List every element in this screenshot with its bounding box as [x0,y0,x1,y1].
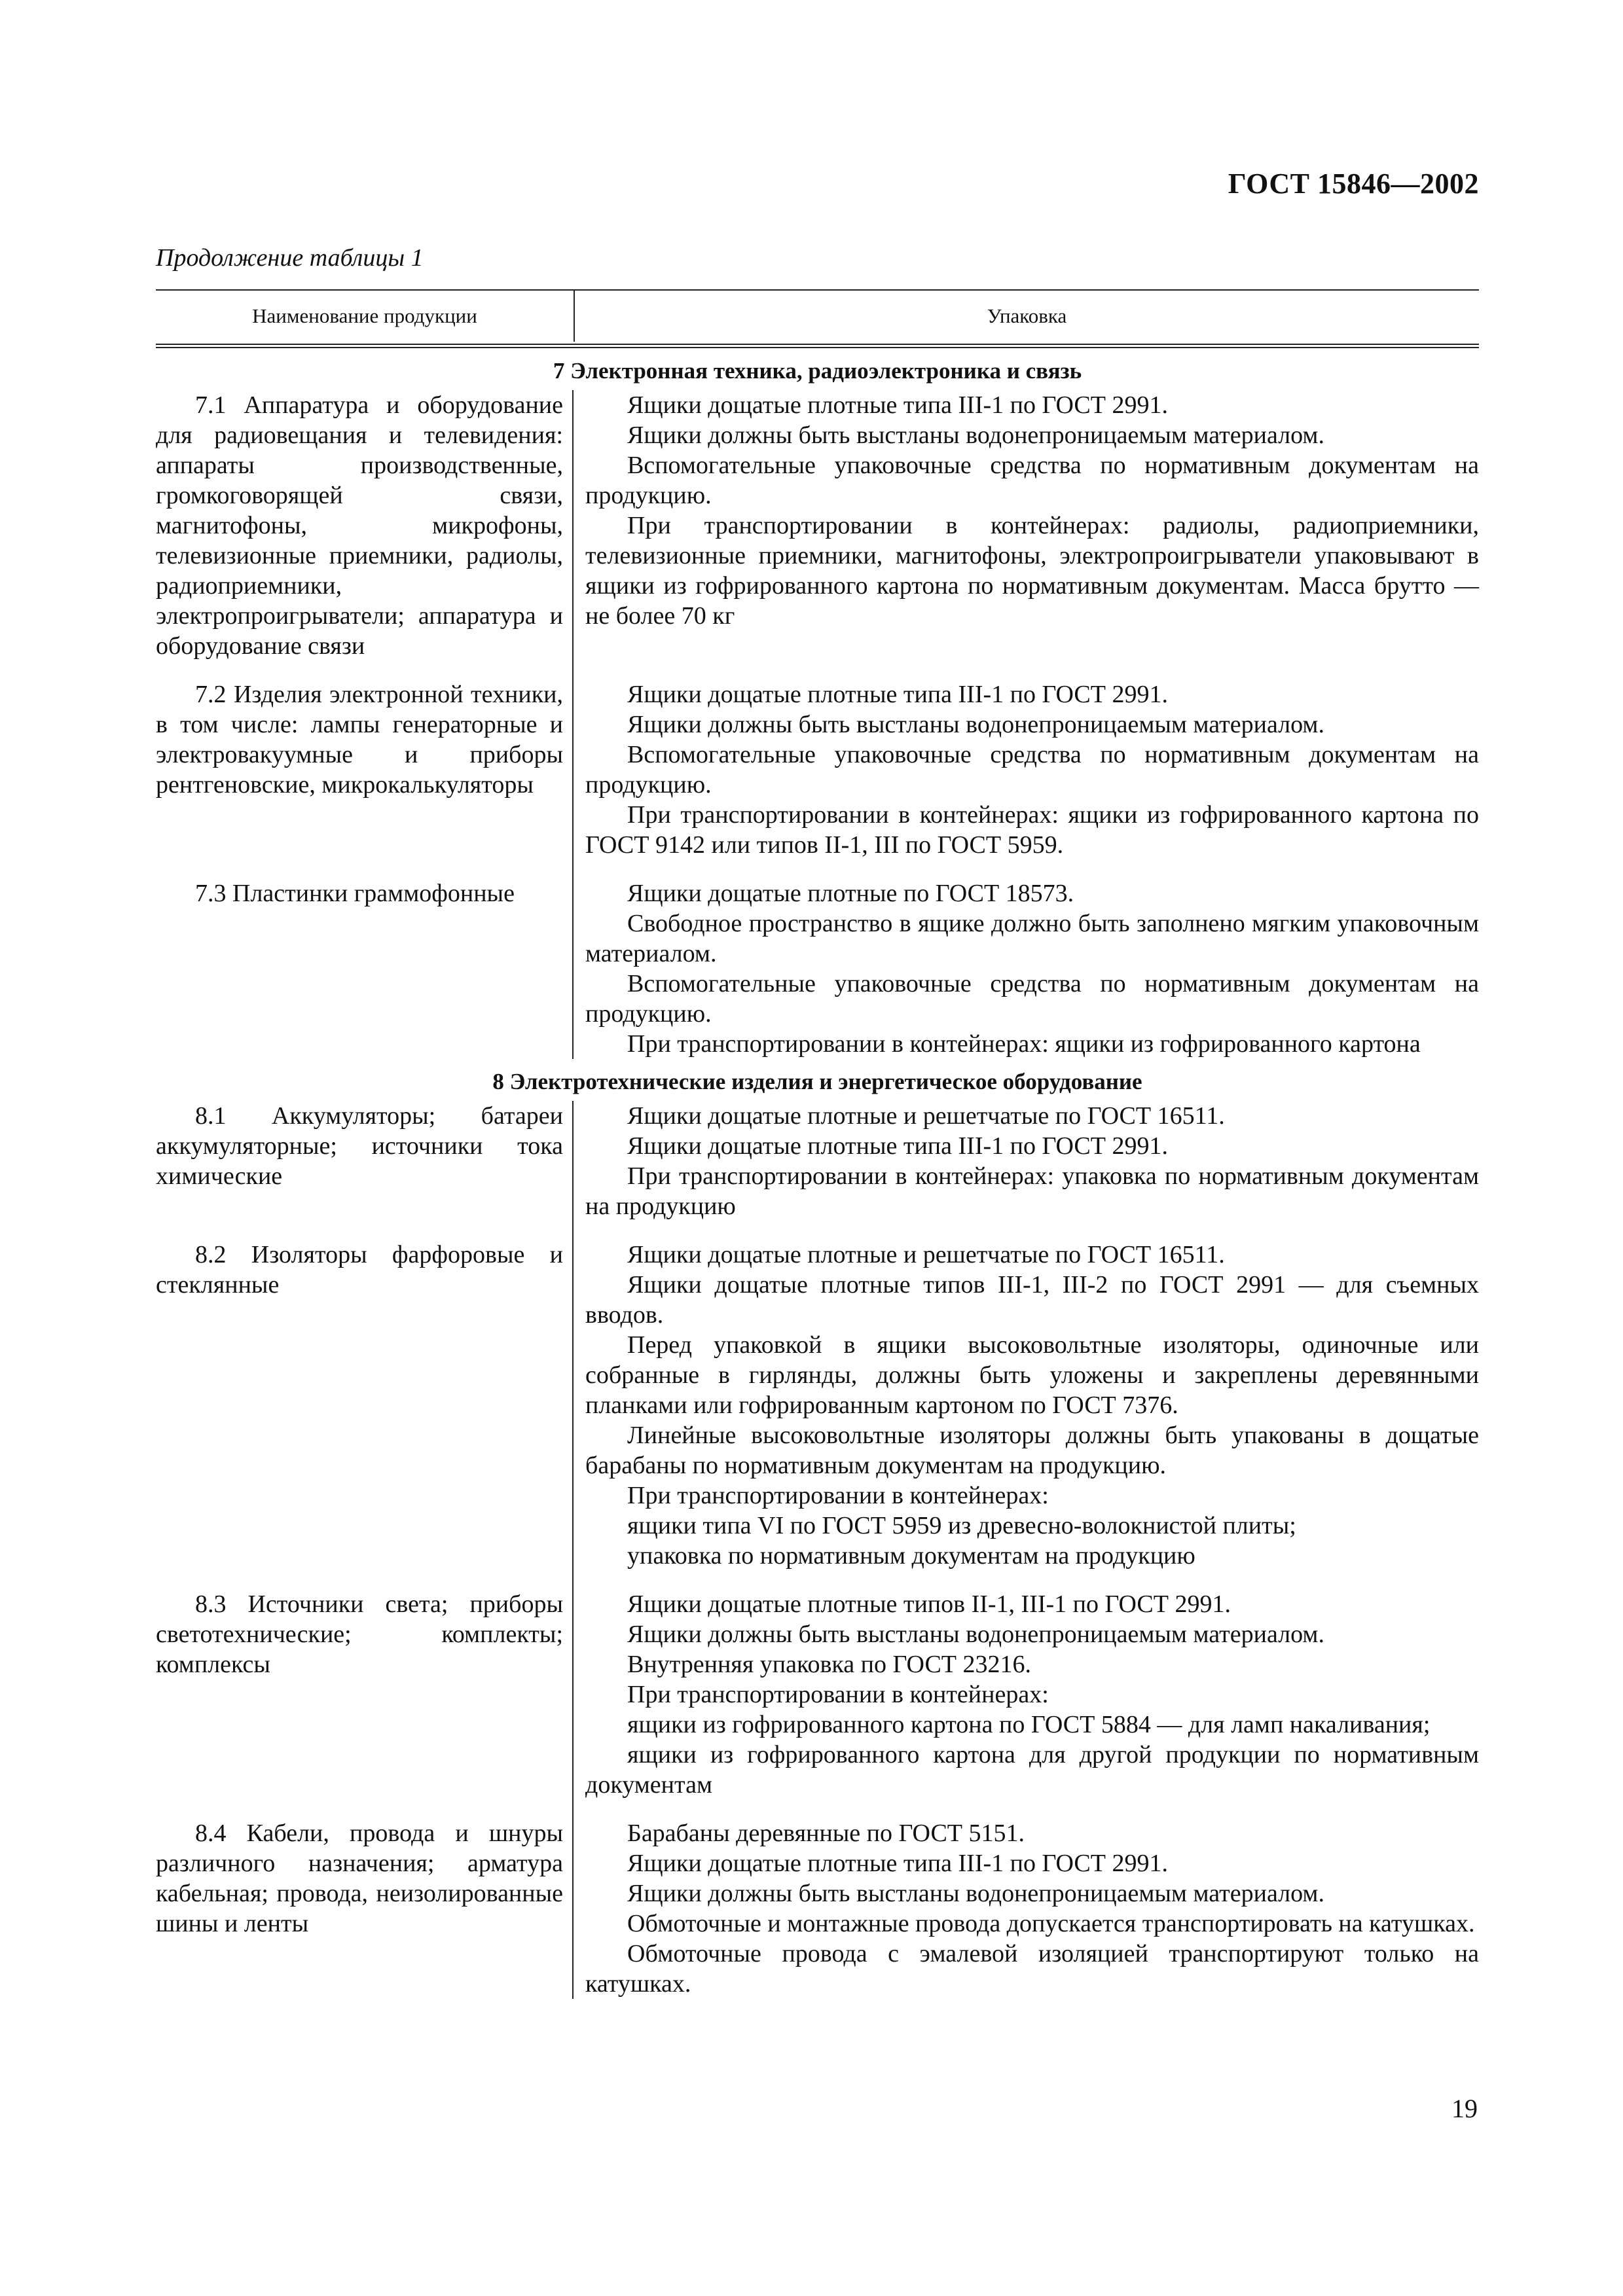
row-spacer [156,1800,1479,1818]
table-row [156,679,1479,860]
packaging-paragraph: Ящики дощатые плотные по ГОСТ 18573. [627,880,1074,907]
packaging-cell [574,1589,1479,1800]
table-row [156,1240,1479,1571]
packaging-paragraph: ящики из гофрированного картона по ГОСТ 5884 — для ламп накаливания; [627,1711,1431,1738]
packaging-paragraph: Линейные высоковольтные изоляторы должны быть упакованы в дощатые барабаны по нормативным документам на продукцию. [585,1422,1479,1479]
column-header-product: Наименование продукции [156,291,575,342]
packaging-cell [574,1818,1479,1999]
section-title: 8 Электротехнические изделия и энергетическое оборудование [492,1069,1142,1094]
row-spacer [156,860,1479,878]
table-row [156,1589,1479,1800]
product-cell: 7.1 Аппаратура и оборудование для радиовещания и телевидения: аппараты производственные, громкоговорящей связи, магнитофоны, микрофоны, телевизионные приемники, радиолы, радиоприемники, электропроигрыватели; аппаратура и оборудование связи [156,390,574,661]
packaging-paragraph: Внутренняя упаковка по ГОСТ 23216. [627,1651,1031,1678]
packaging-paragraph: ящики типа VI по ГОСТ 5959 из древесно-волокнистой плиты; [627,1512,1296,1539]
product-cell: 7.2 Изделия электронной техники, в том числе: лампы генераторные и электровакуумные и приборы рентгеновские, микрокалькуляторы [156,679,574,860]
table-row [156,390,1479,661]
packaging-paragraph: При транспортировании в контейнерах: ящики из гофрированного картона по ГОСТ 9142 или типов II-1, III по ГОСТ 5959. [585,801,1479,859]
column-header-packaging: Упаковка [987,304,1067,327]
packaging-paragraph: Ящики дощатые плотные типов II-1, III-1 по ГОСТ 2991. [627,1590,1231,1618]
packaging-paragraph: Ящики должны быть выстланы водонепроницаемым материалом. [627,1880,1324,1907]
packaging-paragraph: Свободное пространство в ящике должно быть заполнено мягким упаковочным материалом. [585,910,1479,967]
product-cell: 7.3 Пластинки граммофонные [156,878,574,1059]
document-code: ГОСТ 15846—2002 [1228,168,1479,200]
product-cell: 8.3 Источники света; приборы светотехнические; комплекты; комплексы [156,1589,574,1800]
row-spacer [156,661,1479,679]
packaging-paragraph: Ящики должны быть выстланы водонепроницаемым материалом. [627,711,1324,738]
table-row [156,1101,1479,1221]
packaging-paragraph: Вспомогательные упаковочные средства по нормативным документам на продукцию. [585,970,1479,1028]
table-header [156,289,1479,342]
table-caption: Продолжение таблицы 1 [156,244,424,272]
packaging-paragraph: Перед упаковкой в ящики высоковольтные изоляторы, одиночные или собранные в гирлянды, должны быть уложены и закреплены деревянными планками или гофрированным картоном по ГОСТ 7376. [585,1331,1479,1419]
packaging-cell [574,390,1479,661]
packaging-paragraph: Ящики дощатые плотные типов III-1, III-2 по ГОСТ 2991 — для съемных вводов. [585,1271,1479,1329]
product-cell: 8.4 Кабели, провода и шнуры различного назначения; арматура кабельная; провода, неизолированные шины и ленты [156,1818,574,1999]
packaging-paragraph: При транспортировании в контейнерах: ящики из гофрированного картона [627,1030,1421,1058]
packaging-paragraph: ящики из гофрированного картона для другой продукции по нормативным документам [585,1741,1479,1799]
packaging-paragraph: Ящики должны быть выстланы водонепроницаемым материалом. [627,1621,1324,1648]
row-spacer [156,1571,1479,1589]
packaging-cell [574,1101,1479,1221]
packaging-paragraph: упаковка по нормативным документам на продукцию [627,1542,1195,1570]
packaging-paragraph: При транспортировании в контейнерах: радиолы, радиоприемники, телевизионные приемники, магнитофоны, электропроигрыватели упаковывают в ящики из гофрированного картона по нормативным документам. Масса брутто — не более 70 кг [585,512,1479,630]
packaging-cell [574,679,1479,860]
product-cell: 8.1 Аккумуляторы; батареи аккумуляторные; источники тока химические [156,1101,574,1221]
packaging-paragraph: Ящики должны быть выстланы водонепроницаемым материалом. [627,422,1324,449]
packaging-paragraph: Ящики дощатые плотные и решетчатые по ГОСТ 16511. [627,1102,1225,1130]
packaging-table [156,289,1479,1999]
packaging-paragraph: Вспомогательные упаковочные средства по нормативным документам на продукцию. [585,741,1479,798]
table-row [156,1818,1479,1999]
packaging-paragraph: При транспортировании в контейнерах: [627,1681,1049,1708]
packaging-paragraph: При транспортировании в контейнерах: упаковка по нормативным документам на продукцию [585,1162,1479,1220]
packaging-paragraph: Обмоточные и монтажные провода допускается транспортировать на катушках. [627,1910,1475,1937]
packaging-paragraph: Ящики дощатые плотные типа III-1 по ГОСТ 2991. [627,681,1168,708]
packaging-paragraph: Ящики дощатые плотные и решетчатые по ГОСТ 16511. [627,1241,1225,1268]
packaging-cell [574,1240,1479,1571]
packaging-paragraph: Барабаны деревянные по ГОСТ 5151. [627,1820,1025,1847]
section-title: 7 Электронная техника, радиоэлектроника и связь [553,358,1082,384]
header-divider [156,344,1479,348]
table-row [156,878,1479,1059]
packaging-paragraph: Ящики дощатые плотные типа III-1 по ГОСТ 2991. [627,1850,1168,1877]
row-spacer [156,1221,1479,1240]
packaging-paragraph: Обмоточные провода с эмалевой изоляцией транспортируют только на катушках. [585,1940,1479,1998]
packaging-paragraph: При транспортировании в контейнерах: [627,1482,1049,1509]
table-body [156,348,1479,1999]
packaging-cell [574,878,1479,1059]
product-cell: 8.2 Изоляторы фарфоровые и стеклянные [156,1240,574,1571]
packaging-paragraph: Ящики дощатые плотные типа III-1 по ГОСТ 2991. [627,391,1168,419]
packaging-paragraph: Ящики дощатые плотные типа III-1 по ГОСТ 2991. [627,1132,1168,1160]
packaging-paragraph: Вспомогательные упаковочные средства по нормативным документам на продукцию. [585,452,1479,509]
page-number: 19 [1451,2094,1478,2123]
